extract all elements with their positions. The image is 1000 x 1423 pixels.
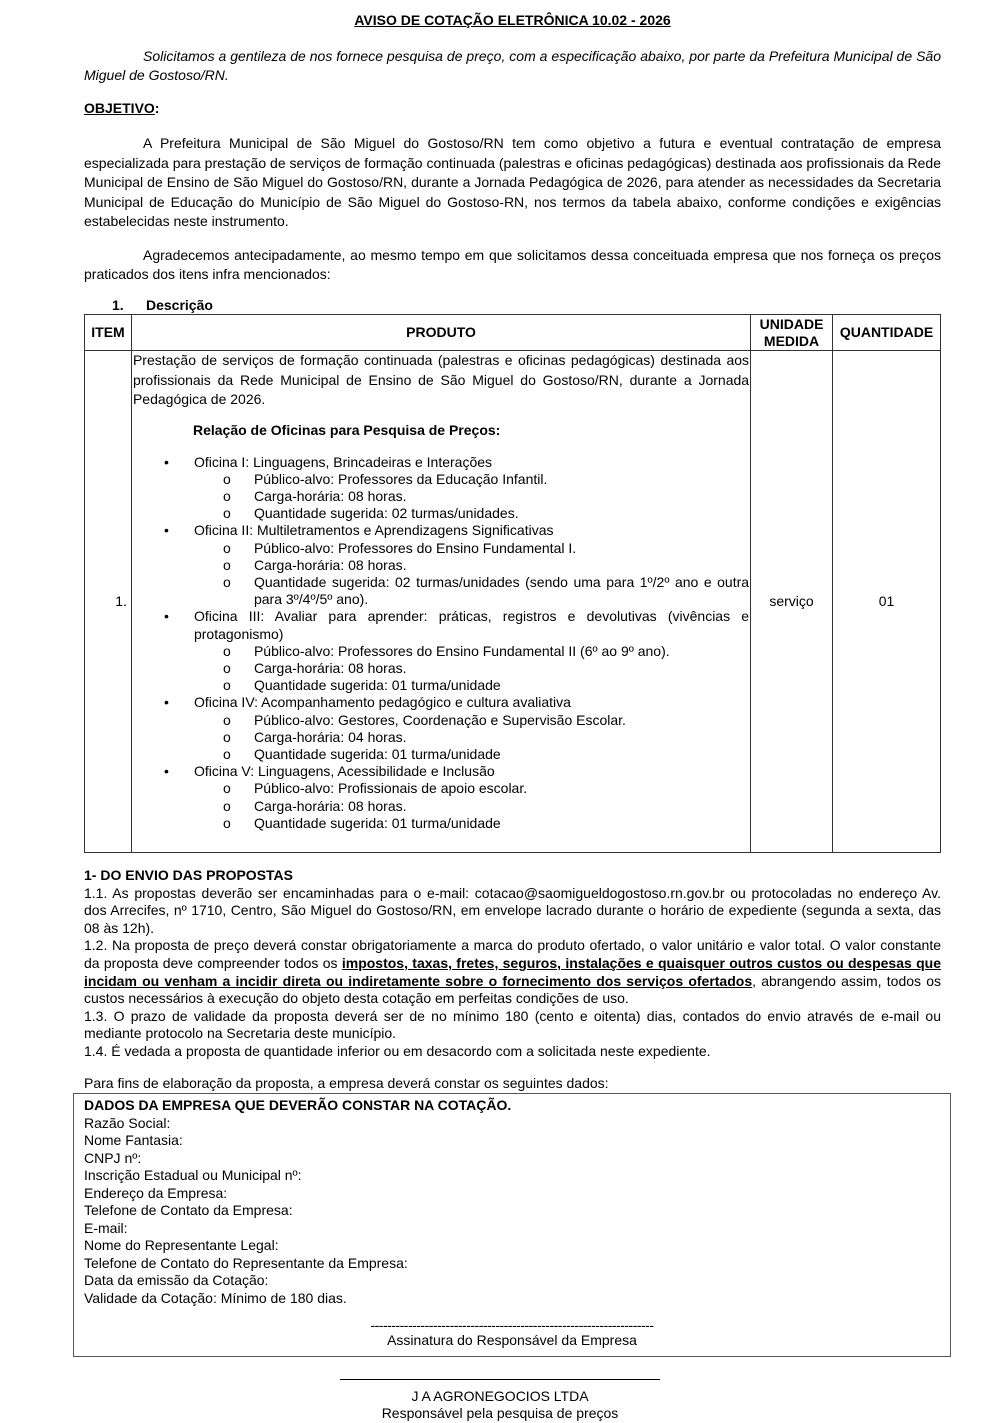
produto-intro: Prestação de serviços de formação continuada (palestras e oficinas pedagógicas) destinada aos profissionais da Rede Municipal de Ensino de São Miguel do Gostoso/RN, durante a Jornada Pedagógica de 2026. <box>132 352 750 407</box>
oficina-details <box>194 643 749 695</box>
product-table <box>84 314 941 853</box>
envio-1-2-emphasis: impostos, taxas, fretes, seguros, instalações e quaisquer outros custos ou despesas que incidam ou venham a incidir direta ou indiretamente sobre o fornecimento dos serviços ofertados <box>84 954 941 989</box>
header-quantidade: QUANTIDADE <box>833 315 941 351</box>
oficina-title: Oficina III: Avaliar para aprender: práticas, registros e devolutivas (vivências e protagonismo) <box>193 608 750 642</box>
bullet-icon: • <box>163 763 169 780</box>
circle-bullet-icon: o <box>222 539 231 556</box>
detail-text: Carga-horária: 04 horas. <box>253 728 407 745</box>
oficina-detail <box>194 746 749 763</box>
envio-1-4: 1.4. É vedada a proposta de quantidade inferior ou em desacordo com a solicitada neste expediente. <box>84 1042 711 1059</box>
signature-label: Assinatura do Responsável da Empresa <box>387 1332 637 1348</box>
envio-1-1: 1.1. As propostas deverão ser encaminhadas para o e-mail: cotacao@saomigueldogostoso.rn.gov.br ou protocoladas no endereço Av. dos Arrecifes, nº 1710, Centro, São Miguel do Gostoso/RN, em envelope lacrado durante o horário de expediente (segunda a sexta, das 08 às 12h). <box>84 884 941 936</box>
circle-bullet-icon: o <box>222 659 231 676</box>
dados-field: Telefone de Contato do Representante da Empresa: <box>84 1254 408 1271</box>
objetivo-paragraph: A Prefeitura Municipal de São Miguel do Gostoso/RN tem como objetivo a futura e eventual contratação de empresa especializada para prestação de serviços de formação continuada (palestras e oficinas pedagógicas) destinada aos profissionais da Rede Municipal de Ensino de São Miguel do Gostoso/RN, durante a Jornada Pedagógica de 2026, para atender as necessidades da Secretaria Municipal de Educação do Município de São Miguel do Gostoso-RN, nos termos da tabela abaixo, conforme condições e exigências estabelecidas neste instrumento. <box>84 135 941 229</box>
objetivo-heading <box>84 100 941 116</box>
oficina-title: Oficina I: Linguagens, Brincadeiras e Interações <box>193 453 493 470</box>
circle-bullet-icon: o <box>222 573 231 590</box>
detail-text: Público-alvo: Gestores, Coordenação e Supervisão Escolar. <box>253 711 626 728</box>
dados-field: Endereço da Empresa: <box>84 1184 228 1201</box>
para-fins-text: Para fins de elaboração da proposta, a empresa deverá constar os seguintes dados: <box>84 1075 609 1091</box>
circle-bullet-icon: o <box>222 505 231 522</box>
produto-cell <box>131 351 750 853</box>
circle-bullet-icon: o <box>222 677 231 694</box>
oficina-item <box>133 694 749 763</box>
detail-text: Carga-horária: 08 horas. <box>253 487 407 504</box>
detail-text: Quantidade sugerida: 01 turma/unidade <box>253 814 501 831</box>
oficina-detail <box>194 815 749 832</box>
oficina-detail <box>194 488 749 505</box>
detail-text: Público-alvo: Profissionais de apoio escolar. <box>253 780 528 797</box>
oficina-details <box>194 540 749 609</box>
footer-signature-line <box>340 1379 660 1380</box>
quantidade-cell: 01 <box>833 351 941 853</box>
intro-paragraph: Solicitamos a gentileza de nos fornece pesquisa de preço, com a especificação abaixo, por parte da Prefeitura Municipal de São Miguel de Gostoso/RN. <box>84 48 941 83</box>
objetivo-colon: : <box>154 100 160 116</box>
signature-area <box>74 1318 950 1350</box>
table-row <box>85 351 941 853</box>
relacao-heading: Relação de Oficinas para Pesquisa de Preços: <box>192 421 501 438</box>
oficina-detail <box>194 540 749 557</box>
oficina-item <box>133 763 749 832</box>
oficina-detail <box>194 471 749 488</box>
oficina-detail <box>194 780 749 797</box>
circle-bullet-icon: o <box>222 470 231 487</box>
detail-text: Público-alvo: Professores do Ensino Fundamental II (6º ao 9º ano). <box>253 642 670 659</box>
descricao-num: 1. <box>112 297 124 313</box>
detail-text: Carga-horária: 08 horas. <box>253 659 407 676</box>
oficina-title: Oficina V: Linguagens, Acessibilidade e Inclusão <box>193 763 495 780</box>
header-produto: PRODUTO <box>131 315 750 351</box>
dados-field: E-mail: <box>84 1219 128 1236</box>
oficina-detail <box>194 712 749 729</box>
circle-bullet-icon: o <box>222 745 231 762</box>
oficina-title: Oficina IV: Acompanhamento pedagógico e cultura avaliativa <box>193 694 571 711</box>
detail-text: Quantidade sugerida: 01 turma/unidade <box>253 677 501 694</box>
oficina-item <box>133 454 749 523</box>
circle-bullet-icon: o <box>222 780 231 797</box>
item-cell: 1. <box>85 351 132 853</box>
dados-field: Inscrição Estadual ou Municipal nº: <box>84 1167 302 1183</box>
oficina-detail <box>194 677 749 694</box>
detail-text: Quantidade sugerida: 02 turmas/unidades (sendo uma para 1º/2º ano e outra para 3º/4º/5º ano). <box>253 573 750 608</box>
envio-1-2-a: 1.2. Na proposta de preço deverá constar obrigatoriamente a marca do produto ofertado, o valor unitário e valor total. O valor constante da proposta deve compreender todos os <box>84 937 941 971</box>
oficina-details <box>194 471 749 523</box>
circle-bullet-icon: o <box>222 642 231 659</box>
dados-field: CNPJ nº: <box>84 1149 142 1166</box>
circle-bullet-icon: o <box>222 487 231 504</box>
oficina-detail <box>194 798 749 815</box>
circle-bullet-icon: o <box>222 814 231 831</box>
header-unidade: UNIDADE MEDIDA <box>751 315 833 351</box>
dados-fields <box>84 1115 940 1308</box>
unidade-cell: serviço <box>751 351 833 853</box>
table-header-row <box>85 315 941 351</box>
oficina-detail <box>194 643 749 660</box>
oficina-detail <box>194 505 749 522</box>
document-title: AVISO DE COTAÇÃO ELETRÔNICA 10.02 - 2026 <box>354 12 671 28</box>
oficina-detail <box>194 729 749 746</box>
dados-field: Validade da Cotação: Mínimo de 180 dias. <box>84 1289 347 1306</box>
objetivo-label: OBJETIVO <box>84 100 155 116</box>
detail-text: Carga-horária: 08 horas. <box>253 797 407 814</box>
circle-bullet-icon: o <box>222 728 231 745</box>
descricao-heading <box>84 297 941 313</box>
detail-text: Carga-horária: 08 horas. <box>253 556 407 573</box>
detail-text: Público-alvo: Professores do Ensino Fundamental I. <box>253 539 577 556</box>
bullet-icon: • <box>163 608 169 625</box>
dados-field: Data da emissão da Cotação: <box>84 1272 269 1288</box>
envio-1-3: 1.3. O prazo de validade da proposta deverá ser de no mínimo 180 (cento e oitenta) dias, contados do envio através de e-mail ou mediante protocolo na Secretaria deste município. <box>84 1007 941 1042</box>
agradecimento-paragraph: Agradecemos antecipadamente, ao mesmo tempo em que solicitamos dessa conceituada empresa que nos forneça os preços praticados dos itens infra mencionados: <box>84 247 941 282</box>
circle-bullet-icon: o <box>222 711 231 728</box>
oficina-detail <box>194 557 749 574</box>
oficina-title: Oficina II: Multiletramentos e Aprendizagens Significativas <box>193 522 554 539</box>
bullet-icon: • <box>163 453 169 470</box>
detail-text: Público-alvo: Professores da Educação Infantil. <box>253 470 548 487</box>
oficina-details <box>194 780 749 832</box>
oficinas-list <box>133 454 749 832</box>
bullet-icon: • <box>163 522 169 539</box>
detail-text: Quantidade sugerida: 01 turma/unidade <box>253 745 501 762</box>
oficina-detail <box>194 574 749 608</box>
envio-section <box>84 867 941 1061</box>
envio-1-2-c: , abrangendo assim, todos os custos necessários à execução do objeto desta cotação em perfeitas condições de uso. <box>84 972 941 1007</box>
dados-field: Nome do Representante Legal: <box>84 1237 279 1253</box>
oficina-detail <box>194 660 749 677</box>
signature-dashes: -------------------------------------------------------------------- <box>370 1317 654 1333</box>
dados-field: Nome Fantasia: <box>84 1132 183 1148</box>
detail-text: Quantidade sugerida: 02 turmas/unidades. <box>253 505 519 522</box>
circle-bullet-icon: o <box>222 556 231 573</box>
oficina-item <box>133 608 749 694</box>
dados-field: Razão Social: <box>84 1114 171 1131</box>
dados-heading: DADOS DA EMPRESA QUE DEVERÃO CONSTAR NA COTAÇÃO. <box>84 1097 512 1113</box>
oficina-item <box>133 522 749 608</box>
header-item: ITEM <box>85 315 132 351</box>
oficina-details <box>194 712 749 764</box>
dados-field: Telefone de Contato da Empresa: <box>84 1202 293 1218</box>
envio-heading: 1- DO ENVIO DAS PROPOSTAS <box>84 867 293 883</box>
footer-company: J A AGRONEGOCIOS LTDA <box>411 1387 589 1404</box>
bullet-icon: • <box>163 694 169 711</box>
dados-empresa-box <box>73 1093 951 1357</box>
footer-role: Responsável pela pesquisa de preços <box>381 1405 619 1421</box>
envio-1-2 <box>84 937 941 1007</box>
circle-bullet-icon: o <box>222 797 231 814</box>
descricao-label: Descrição <box>146 297 213 313</box>
